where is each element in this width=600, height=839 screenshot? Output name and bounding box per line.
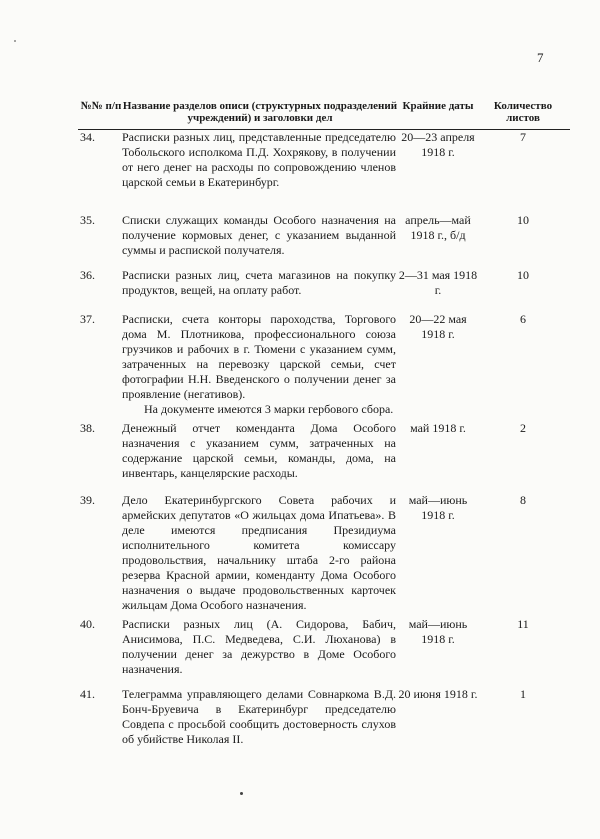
row-dates: 20—22 мая 1918 г. [409, 312, 467, 341]
row-sheets: 2 [520, 421, 526, 435]
scan-speck [240, 792, 243, 795]
table-row [80, 130, 568, 190]
table-row [80, 312, 568, 417]
row-sheets: 10 [517, 268, 529, 282]
row-description: Расписки, счета конторы пароходства, Торгового дома М. Плотникова, профессионального союза грузчиков и рабочих в г. Тюмени с указанием сумм, затраченных на перевозку царской семьи, счет фотографии Н.Н. Введенского о получении денег за проявление (негативов). На документе имеются 3 марки гербового сбора. [122, 312, 396, 416]
row-description: Телеграмма управляющего делами Совнаркома В.Д. Бонч-Бруевича в Екатеринбург председателю Совдепа с просьбой сообщить достоверность слухов об убийстве Николая II. [122, 687, 396, 746]
header-num: №№ п/п [80, 100, 122, 112]
row-description: Списки служащих команды Особого назначения на получение кормовых денег, с указанием выданной суммы и распиской получателя. [122, 213, 396, 257]
table-row [80, 617, 568, 677]
row-description: Денежный отчет коменданта Дома Особого назначения с указанием сумм, затраченных на содержание царской семьи, команды, дома, на инвентарь, канцелярские расходы. [122, 421, 396, 480]
row-number: 38. [80, 421, 95, 435]
row-dates: май 1918 г. [410, 421, 466, 435]
header-dates: Крайние даты [402, 100, 474, 112]
row-sheets: 10 [517, 213, 529, 227]
table-header [80, 100, 568, 124]
row-number: 39. [80, 493, 95, 507]
table-row [80, 421, 568, 481]
row-dates: май—июнь 1918 г. [408, 617, 468, 646]
row-sheets: 6 [520, 312, 526, 326]
row-dates: 20 июня 1918 г. [398, 687, 478, 701]
row-description: Расписки разных лиц (А. Сидорова, Бабич, Анисимова, П.С. Медведева, С.И. Люханова) в получении денег за дежурство в Доме Особого назначения. [122, 617, 396, 676]
row-dates: 2—31 мая 1918 г. [398, 268, 478, 297]
row-description: Расписки разных лиц, счета магазинов на покупку продуктов, вещей, на оплату работ. [122, 268, 396, 297]
row-dates: апрель—май 1918 г., б/д [405, 213, 471, 242]
row-dates: май—июнь 1918 г. [408, 493, 468, 522]
row-dates: 20—23 апреля 1918 г. [401, 130, 475, 159]
row-number: 37. [80, 312, 95, 326]
scan-speck [14, 40, 16, 42]
row-sheets: 8 [520, 493, 526, 507]
page-number: 7 [537, 50, 544, 65]
table-row [80, 687, 568, 747]
header-sheets: Количество листов [493, 100, 553, 124]
table-row [80, 213, 568, 258]
table-row [80, 493, 568, 613]
row-description: Расписки разных лиц, представленные председателю Тобольского исполкома П.Д. Хохрякову, в получении от него денег на расходы по сопровождению членов царской семьи в Екатеринбург. [122, 130, 396, 189]
table-row [80, 268, 568, 298]
row-number: 35. [80, 213, 95, 227]
row-sheets: 1 [520, 687, 526, 701]
header-title: Название разделов описи (структурных подразделений учреждений) и заголовки дел [122, 100, 398, 124]
row-note: На документе имеются 3 марки гербового сбора. [144, 402, 394, 416]
row-sheets: 7 [520, 130, 526, 144]
row-number: 41. [80, 687, 95, 701]
row-number: 40. [80, 617, 95, 631]
row-number: 34. [80, 130, 95, 144]
row-sheets: 11 [517, 617, 529, 631]
row-description: Дело Екатеринбургского Совета рабочих и армейских депутатов «О жильцах дома Ипатьева». В деле имеются предписания Президиума исполнительного комитета комиссару продовольствия, начальнику штаба 2-го района резерва Красной армии, коменданту Дома Особого назначения о выдаче продовольственных карточек жильцам Дома Особого назначения. [122, 493, 396, 612]
row-number: 36. [80, 268, 95, 282]
